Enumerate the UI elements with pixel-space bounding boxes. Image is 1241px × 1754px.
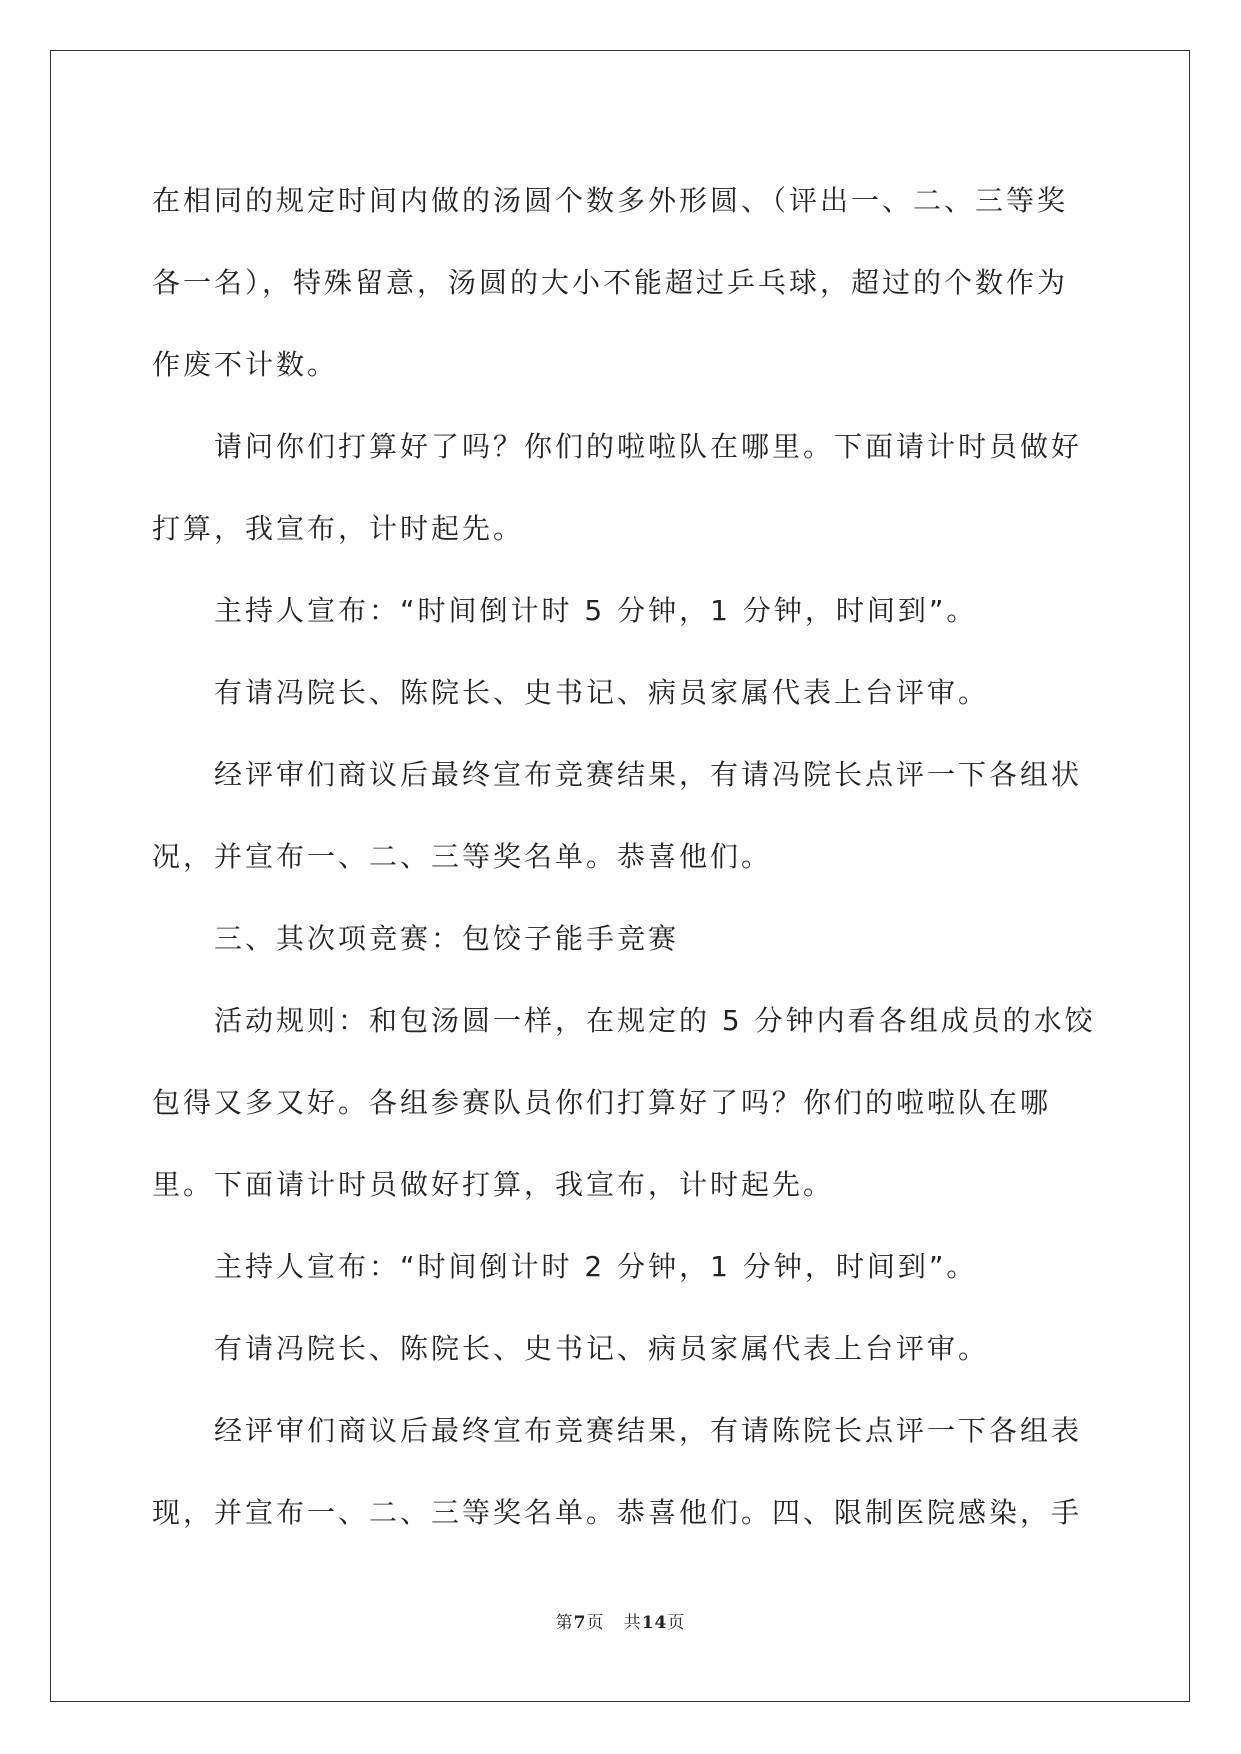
paragraph-8: 主持人宣布：“时间倒计时 2 分钟，1 分钟，时间到”。 xyxy=(152,1250,978,1283)
document-body xyxy=(152,160,1097,1554)
section-heading-3: 三、其次项竞赛：包饺子能手竞赛 xyxy=(152,922,680,955)
page-footer xyxy=(0,1608,1241,1633)
paragraph-3: 主持人宣布：“时间倒计时 5 分钟，1 分钟，时间到”。 xyxy=(152,594,978,627)
total-pages: 14 xyxy=(641,1613,668,1633)
footer-page-suffix: 页 xyxy=(586,1613,605,1633)
paragraph-1: 在相同的规定时间内做的汤圆个数多外形圆、（评出一、二、三等奖各一名），特殊留意，汤圆的大小不能超过乒乓球，超过的个数作为作废不计数。 xyxy=(152,184,1069,381)
paragraph-2: 请问你们打算好了吗？你们的啦啦队在哪里。下面请计时员做好打算，我宣布，计时起先。 xyxy=(152,430,1083,545)
paragraph-9: 有请冯院长、陈院长、史书记、病员家属代表上台评审。 xyxy=(152,1332,990,1365)
footer-total-prefix: 共 xyxy=(623,1613,642,1633)
paragraph-7: 活动规则：和包汤圆一样，在规定的 5 分钟内看各组成员的水饺包得又多又好。各组参赛队员你们打算好了吗？你们的啦啦队在哪里。下面请计时员做好打算，我宣布，计时起先。 xyxy=(152,1004,1096,1201)
footer-prefix: 第 xyxy=(555,1613,574,1633)
footer-total-suffix: 页 xyxy=(667,1613,686,1633)
page-number: 7 xyxy=(573,1613,587,1633)
paragraph-5: 经评审们商议后最终宣布竞赛结果，有请冯院长点评一下各组状况，并宣布一、二、三等奖名单。恭喜他们。 xyxy=(152,758,1083,873)
paragraph-10: 经评审们商议后最终宣布竞赛结果，有请陈院长点评一下各组表现，并宣布一、二、三等奖名单。恭喜他们。四、限制医院感染，手 xyxy=(152,1414,1083,1529)
paragraph-4: 有请冯院长、陈院长、史书记、病员家属代表上台评审。 xyxy=(152,676,990,709)
